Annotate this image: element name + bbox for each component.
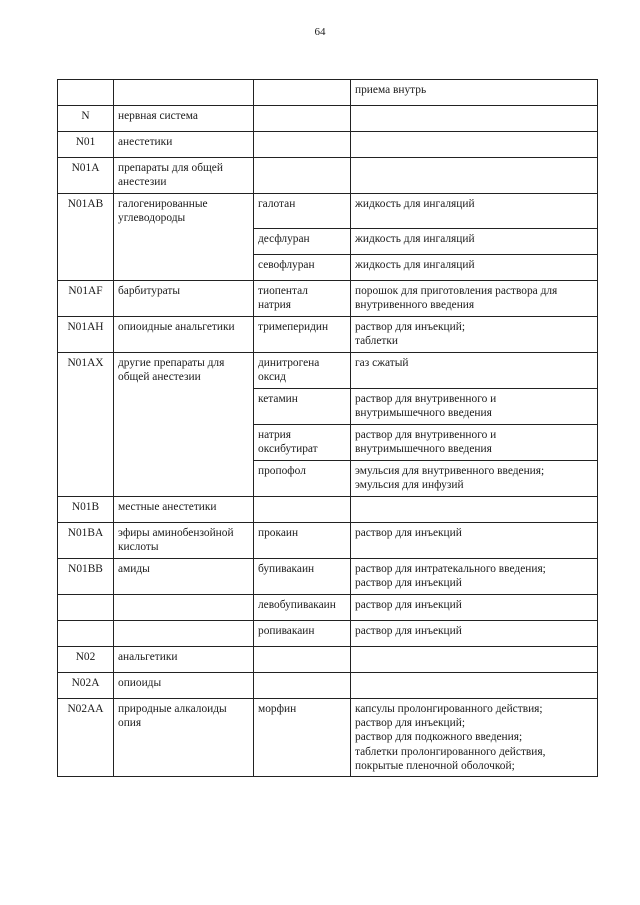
group-name-cell [114,228,254,254]
drug-line: бупивакаин [258,562,315,575]
drug-name-cell [254,522,351,558]
drug-name-cell [254,316,351,352]
drug-name-cell [254,80,351,106]
form-line: внутривенного введения [355,299,475,312]
table-row [58,132,598,158]
drug-line: натрия [258,299,292,312]
group-line: кислоты [118,541,159,554]
group-name-cell [114,388,254,424]
atc-code: N01AF [68,284,103,297]
table-row [58,496,598,522]
group-line: барбитураты [118,284,181,297]
form-line: раствор для инъекций [355,526,462,539]
drug-name-cell [254,280,351,316]
atc-code: N01B [71,500,100,513]
atc-code: N02 [75,650,96,663]
group-name-cell [114,316,254,352]
form-line: таблетки [355,335,399,348]
page-number: 64 [314,26,326,38]
drug-name-cell [254,352,351,388]
form-line: раствор для инъекций [355,577,462,590]
form-line: капсулы пролонгированного действия; [355,702,543,715]
dosage-form-cell [351,158,598,194]
dosage-form-cell [351,698,598,776]
dosage-form-cell [351,228,598,254]
group-name-cell [114,80,254,106]
group-line: препараты для общей [118,162,223,174]
form-line: раствор для внутривенного и [355,428,497,441]
atc-code-cell [58,132,114,158]
group-name-cell [114,646,254,672]
drug-name-cell [254,254,351,280]
atc-code: N01AX [67,356,104,369]
dosage-form-cell [351,316,598,352]
drug-line: кетамин [258,392,298,405]
drug-line: прокаин [258,526,299,539]
dosage-form-cell [351,254,598,280]
dosage-form-cell [351,594,598,620]
drug-line: тиопентал [258,284,308,297]
atc-code-cell [58,80,114,106]
table-row [58,280,598,316]
drug-name-cell [254,672,351,698]
atc-code-cell [58,522,114,558]
table-row [58,254,598,280]
dosage-form-cell [351,352,598,388]
atc-code-cell [58,280,114,316]
atc-code-cell [58,424,114,460]
drug-name-cell [254,132,351,158]
form-line: раствор для интратекального введения; [355,562,546,575]
atc-code-cell [58,672,114,698]
atc-code-cell [58,460,114,496]
form-line: жидкость для ингаляций [355,258,475,271]
group-name-cell [114,496,254,522]
group-name-cell [114,558,254,594]
atc-code-cell [58,496,114,522]
drug-name-cell [254,424,351,460]
atc-code: N01AH [67,320,104,333]
table-row [58,106,598,132]
drug-name-cell [254,698,351,776]
table-row [58,424,598,460]
atc-code-cell [58,228,114,254]
dosage-form-cell [351,80,598,106]
group-line: нервная система [118,110,198,122]
dosage-form-cell [351,460,598,496]
drug-name-cell [254,158,351,194]
atc-code-cell [58,316,114,352]
drug-line: оксид [258,371,286,384]
table-row [58,80,598,106]
drug-name-cell [254,388,351,424]
drug-line: ропивакаин [258,624,315,637]
drug-line: севофлуран [258,258,315,271]
atc-code: N02A [71,676,100,689]
form-line: покрытые пленочной оболочкой; [355,759,515,772]
atc-code: N01BA [67,526,104,539]
atc-code-cell [58,558,114,594]
atc-code: N01AB [67,198,104,210]
form-line: приема внутрь [355,84,427,96]
atc-code: N01A [71,162,100,174]
atc-code-cell [58,194,114,229]
group-name-cell [114,254,254,280]
atc-code-cell [58,158,114,194]
drug-name-cell [254,194,351,229]
table-row [58,352,598,388]
form-line: внутримышечного введения [355,407,492,420]
dosage-form-cell [351,280,598,316]
form-line: раствор для инъекций; [355,320,466,333]
atc-code-cell [58,698,114,776]
drug-name-cell [254,496,351,522]
atc-code-cell [58,106,114,132]
group-line: общей анестезии [118,371,201,384]
drug-name-cell [254,594,351,620]
drug-name-cell [254,228,351,254]
dosage-form-cell [351,106,598,132]
drug-name-cell [254,646,351,672]
drug-name-cell [254,558,351,594]
group-name-cell [114,460,254,496]
form-line: эмульсия для инфузий [355,479,464,492]
group-name-cell [114,594,254,620]
group-name-cell [114,106,254,132]
form-line: раствор для инъекций [355,598,462,611]
table-row [58,316,598,352]
atc-code-cell [58,254,114,280]
form-line: раствор для подкожного введения; [355,731,523,744]
group-line: амиды [118,562,150,575]
group-line: анестетики [118,136,173,148]
table-row [58,620,598,646]
dosage-form-cell [351,522,598,558]
form-line: раствор для инъекций [355,624,462,637]
group-name-cell [114,158,254,194]
table-row [58,522,598,558]
drug-line: десфлуран [258,232,310,245]
atc-code-cell [58,352,114,388]
table-row [58,698,598,776]
drug-line: левобупивакаин [258,598,336,611]
table-row [58,558,598,594]
atc-code-cell [58,646,114,672]
atc-code-cell [58,594,114,620]
atc-code-cell [58,388,114,424]
group-name-cell [114,424,254,460]
drug-line: морфин [258,702,297,715]
form-line: жидкость для ингаляций [355,232,475,245]
group-line: местные анестетики [118,500,217,513]
form-line: раствор для внутривенного и [355,392,497,405]
table-row [58,194,598,229]
table-row [58,460,598,496]
dosage-form-cell [351,132,598,158]
group-line: анестезии [118,176,167,189]
group-name-cell [114,280,254,316]
table-row [58,594,598,620]
form-line: внутримышечного введения [355,443,492,456]
group-name-cell [114,194,254,229]
drug-line: тримеперидин [258,320,329,333]
form-line: газ сжатый [355,356,409,369]
drug-line: динитрогена [258,356,320,369]
drug-name-cell [254,620,351,646]
group-name-cell [114,352,254,388]
atc-code: N01BB [68,562,103,575]
group-line: опия [118,717,142,730]
dosage-form-cell [351,496,598,522]
drug-classification-table [57,79,598,777]
atc-code: N01 [75,136,96,148]
atc-code: N [81,110,90,122]
group-name-cell [114,672,254,698]
table-row [58,646,598,672]
group-line: природные алкалоиды [118,702,227,715]
dosage-form-cell [351,672,598,698]
dosage-form-cell [351,558,598,594]
dosage-form-cell [351,620,598,646]
drug-name-cell [254,106,351,132]
group-line: эфиры аминобензойной [118,526,234,539]
drug-line: пропофол [258,464,306,477]
drug-line: оксибутират [258,443,318,456]
table-row [58,672,598,698]
group-line: углеводороды [118,212,186,225]
atc-code: N02AA [67,702,104,715]
group-line: галогенированные [118,198,208,210]
table-row [58,228,598,254]
group-line: другие препараты для [118,356,225,369]
group-name-cell [114,522,254,558]
form-line: раствор для инъекций; [355,717,466,730]
form-line: порошок для приготовления раствора для [355,284,558,297]
table-row [58,158,598,194]
group-name-cell [114,620,254,646]
group-line: анальгетики [118,650,178,663]
table-row [58,388,598,424]
dosage-form-cell [351,194,598,229]
drug-line: галотан [258,198,296,210]
form-line: жидкость для ингаляций [355,198,475,210]
group-name-cell [114,698,254,776]
dosage-form-cell [351,424,598,460]
group-line: опиоидные анальгетики [118,320,235,333]
group-name-cell [114,132,254,158]
atc-code-cell [58,620,114,646]
dosage-form-cell [351,646,598,672]
drug-line: натрия [258,428,292,441]
drug-name-cell [254,460,351,496]
form-line: эмульсия для внутривенного введения; [355,464,545,477]
form-line: таблетки пролонгированного действия, [355,745,546,758]
group-line: опиоиды [118,676,162,689]
dosage-form-cell [351,388,598,424]
